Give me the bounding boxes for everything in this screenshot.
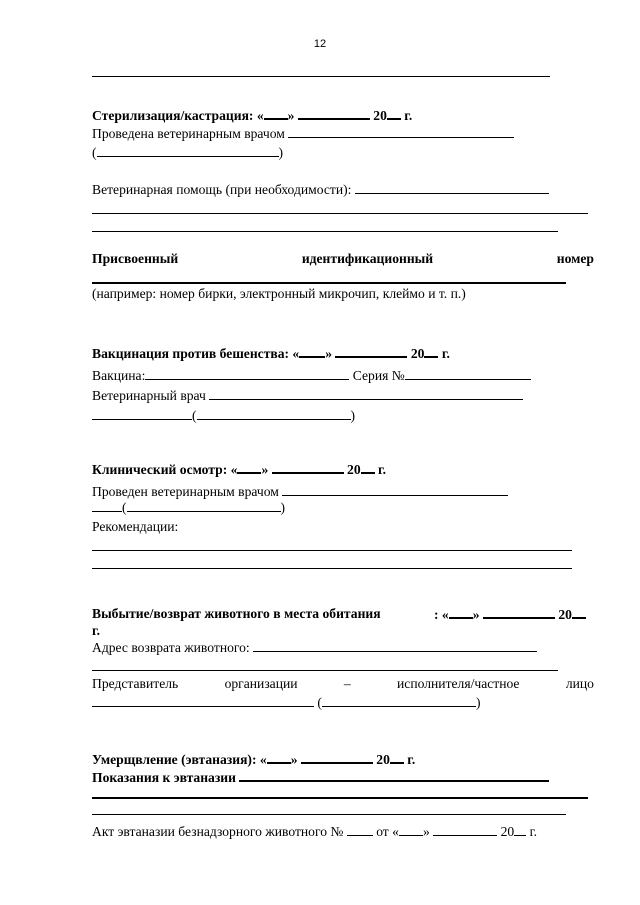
assigned-id-heading: Присвоенный идентификационный номер bbox=[92, 251, 594, 266]
assigned-id-example: (например: номер бирки, электронный микрочип, клеймо и т. п.) bbox=[92, 286, 466, 301]
euthanasia-heading: Умерщвление (эвтаназия): « » 20 г. bbox=[92, 752, 416, 767]
sterilization-heading: Стерилизация/кастрация: « » 20 г. bbox=[92, 108, 413, 123]
return-heading: Выбытие/возврат животного в места обитания bbox=[92, 606, 381, 621]
return-address-rule bbox=[92, 670, 558, 671]
vaccination-heading: Вакцинация против бешенства: « » 20 г. bbox=[92, 346, 450, 361]
return-signature: ( ) bbox=[92, 695, 480, 711]
clinical-signature: ( ) bbox=[92, 500, 285, 516]
recommendations-label: Рекомендации: bbox=[92, 519, 179, 534]
recommendations-rule-2 bbox=[92, 568, 572, 569]
top-rule bbox=[92, 76, 550, 77]
vaccination-vet-line: Ветеринарный врач bbox=[92, 388, 523, 404]
sterilization-signature: ( ) bbox=[92, 145, 284, 160]
return-address-line: Адрес возврата животного: bbox=[92, 640, 537, 656]
page-number: 12 bbox=[313, 38, 327, 50]
assigned-id-rule bbox=[92, 282, 566, 284]
sterilization-vet-line: Проведена ветеринарным врачом bbox=[92, 126, 514, 142]
return-date: : « » 20 bbox=[434, 606, 586, 623]
clinical-vet-line: Проведен ветеринарным врачом bbox=[92, 484, 508, 500]
recommendations-rule-1 bbox=[92, 550, 572, 551]
return-representative: Представитель организации – исполнителя/частное лицо bbox=[92, 676, 594, 691]
vet-help-line: Ветеринарная помощь (при необходимости): bbox=[92, 182, 549, 198]
vet-help-rule-1 bbox=[92, 213, 588, 214]
return-g: г. bbox=[92, 623, 101, 638]
vaccination-signature: ( ) bbox=[92, 408, 355, 424]
vet-help-rule-2 bbox=[92, 231, 558, 232]
euthanasia-rule-2 bbox=[92, 814, 566, 815]
euthanasia-act-line: Акт эвтаназии безнадзорного животного № от « » 20 г. bbox=[92, 824, 538, 839]
clinical-heading: Клинический осмотр: « » 20 г. bbox=[92, 462, 387, 477]
euthanasia-indications: Показания к эвтаназии bbox=[92, 769, 549, 786]
euthanasia-rule-1 bbox=[92, 797, 588, 799]
vaccine-line: Вакцина: Серия № bbox=[92, 368, 531, 384]
